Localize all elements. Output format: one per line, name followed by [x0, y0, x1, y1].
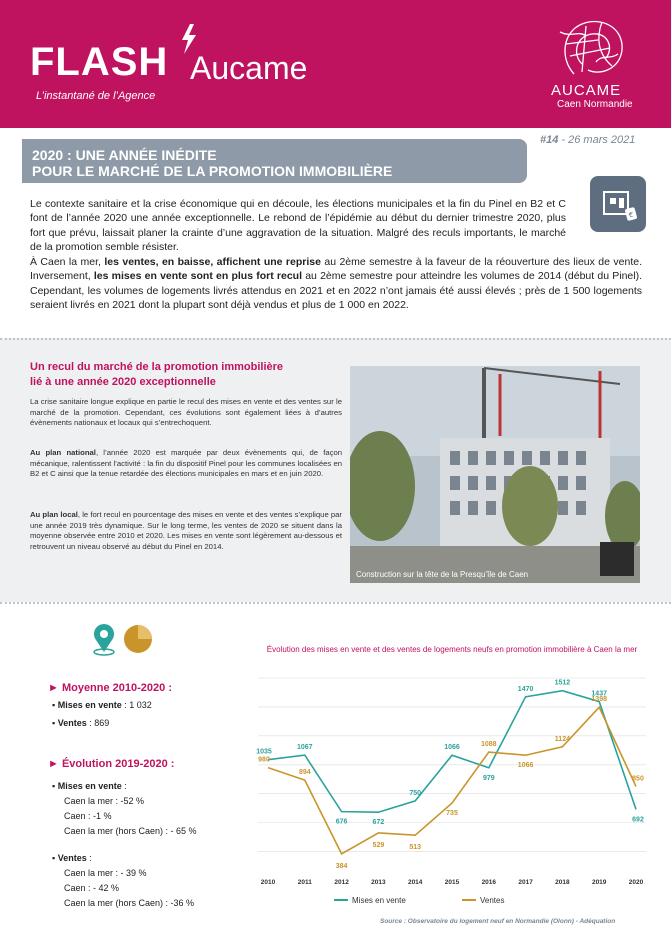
- data-label: 1035: [256, 748, 272, 756]
- title-bar: [22, 139, 527, 183]
- data-label: 1124: [554, 735, 570, 743]
- svg-text:€: €: [628, 211, 634, 219]
- data-label: 529: [372, 841, 385, 849]
- data-label: 1470: [517, 685, 534, 693]
- data-label: 384: [335, 862, 348, 870]
- brand-flash: FLASH: [30, 40, 169, 84]
- chart-title: Évolution des mises en vente et des ventes de logements neufs en promotion immobilière à Caen la mer: [266, 645, 638, 654]
- data-label: 1066: [444, 744, 460, 752]
- section-paragraph-2: Au plan national, l’année 2020 est marquée par deux évènements qui, de façon mécanique, ralentissent l’activité : la fin du dispositif Pinel pour les communes localisées en B2 et C ainsi que la tenue retardée des élections municipales en mars et en juin 2020.: [30, 448, 342, 479]
- data-label: 1067: [297, 744, 313, 752]
- data-label: 676: [335, 818, 348, 826]
- construction-photo: [350, 366, 640, 583]
- title-line-1: 2020 : UNE ANNÉE INÉDITE: [32, 147, 217, 163]
- avg-ventes: ▪ Ventes : 869: [52, 718, 110, 728]
- data-label: 735: [446, 810, 458, 818]
- x-tick-label: 2015: [444, 879, 460, 886]
- divider: [0, 338, 671, 342]
- evo-v-3: Caen la mer (hors Caen) : -36 %: [64, 898, 195, 908]
- x-tick-label: 2013: [371, 879, 386, 886]
- evo-v-2: Caen : - 42 %: [64, 883, 120, 893]
- data-label: 1437: [591, 690, 607, 698]
- data-label: 1398: [591, 696, 607, 704]
- data-label: 1512: [554, 679, 571, 687]
- title-line-2: POUR LE MARCHÉ DE LA PROMOTION IMMOBILIÈRE: [32, 163, 393, 179]
- data-label: 750: [409, 789, 422, 797]
- avg-mev: ▪ Mises en vente : 1 032: [52, 700, 152, 710]
- evo-mev-1: Caen la mer : -52 %: [64, 796, 145, 806]
- divider: [0, 602, 671, 606]
- issue-info: [540, 134, 635, 146]
- data-label: 980: [258, 756, 270, 764]
- evo-v-1: Caen la mer : - 39 %: [64, 868, 147, 878]
- building-icon: [590, 176, 646, 232]
- evo-mev-2: Caen : -1 %: [64, 811, 112, 821]
- issue-number: #14: [540, 134, 559, 146]
- data-label: 979: [482, 774, 495, 782]
- evolution-title: ► Évolution 2019-2020 :: [48, 758, 175, 770]
- data-label: 513: [409, 844, 422, 852]
- tagline: L’instantané de l’Agence: [36, 90, 156, 102]
- series-line-2: [268, 707, 636, 854]
- evo-mev-label: ▪ Mises en vente :: [52, 781, 127, 791]
- x-tick-label: 2011: [297, 879, 312, 886]
- section-title: Un recul du marché de la promotion immobilière lié à une année 2020 exceptionnelle: [30, 361, 284, 388]
- logo-subtitle: Caen Normandie: [557, 99, 633, 110]
- x-tick-label: 2019: [591, 879, 607, 886]
- evo-v-label: ▪ Ventes :: [52, 853, 92, 863]
- x-tick-label: 2016: [481, 879, 497, 886]
- photo-caption: Construction sur la tête de la Presqu’île de Caen: [356, 570, 529, 579]
- brand-aucame: Aucame: [190, 50, 308, 86]
- logo-name: AUCAME: [551, 82, 622, 99]
- housing-icon: [590, 176, 646, 232]
- x-tick-label: 2017: [518, 879, 533, 886]
- avg-title: ► Moyenne 2010-2020 :: [48, 682, 172, 694]
- data-label: 672: [372, 819, 385, 827]
- data-label: 850: [632, 775, 644, 783]
- intro-paragraph-2: À Caen la mer, les ventes, en baisse, affichent une reprise au 2ème semestre à la faveur de la réouverture des lieux de vente. Inversement, les mises en vente sont en plus fort recul au 2ème semestre pour atteindre les volumes de 2014 (début du Pinel). Cependant, les volumes de logements livrés attendus en 2021 et en 2022 n’ont jamais été aussi élevés ; près de 1 500 logements seraient livrés en 2021 dont la plupart sont déjà vendus et plus de 1 000 en 2022.: [30, 256, 643, 312]
- intro-paragraph-1: Le contexte sanitaire et la crise économique qui en découle, les élections municipales et la fin du Pinel en B2 et C font de l’année 2020 une année exceptionnelle. Le rebond de l’épidémie au début du dernier trimestre 2020, plus fort que prévu, laissait planer la crainte d’une aggravation de la situation. Malgré des reculs importants, le marché de la promotion semble résister.: [30, 198, 566, 254]
- x-tick-label: 2012: [334, 879, 349, 886]
- chart-source: Source : Observatoire du logement neuf en Normandie (Olonn) - Adéquation: [380, 918, 616, 925]
- data-label: 1066: [517, 762, 534, 770]
- x-tick-label: 2020: [628, 879, 644, 886]
- data-label: 1088: [481, 741, 497, 749]
- x-tick-label: 2018: [555, 879, 570, 886]
- line-chart: [244, 668, 660, 913]
- map-pin-chart-icon: [90, 622, 160, 656]
- legend-label: Ventes: [480, 896, 505, 905]
- issue-date: - 26 mars 2021: [561, 134, 636, 146]
- data-label: 692: [632, 816, 644, 824]
- evo-mev-3: Caen la mer (hors Caen) : - 65 %: [64, 826, 197, 836]
- section-paragraph-1: La crise sanitaire longue explique en partie le recul des mises en vente et des ventes sur le marché de la promotion. Cependant, ces évolutions sont également liées à d’autres évènements nationaux et locaux qui s’entrechoquent.: [30, 397, 342, 428]
- legend-label: Mises en vente: [352, 896, 406, 905]
- data-label: 894: [298, 769, 311, 777]
- section-paragraph-3: Au plan local, le fort recul en pourcentage des mises en vente et des ventes s’explique par une année 2019 très dynamique. Sur le long terme, les ventes de 2020 se situent dans la moyenne observée entre 2010 et 2020. Les mises en vente sont légèrement au-dessous et retrouvent un niveau observé au début du Pinel en 2014.: [30, 510, 342, 551]
- x-tick-label: 2010: [260, 879, 276, 886]
- x-tick-label: 2014: [407, 879, 423, 886]
- aucame-logo-icon: [552, 14, 632, 84]
